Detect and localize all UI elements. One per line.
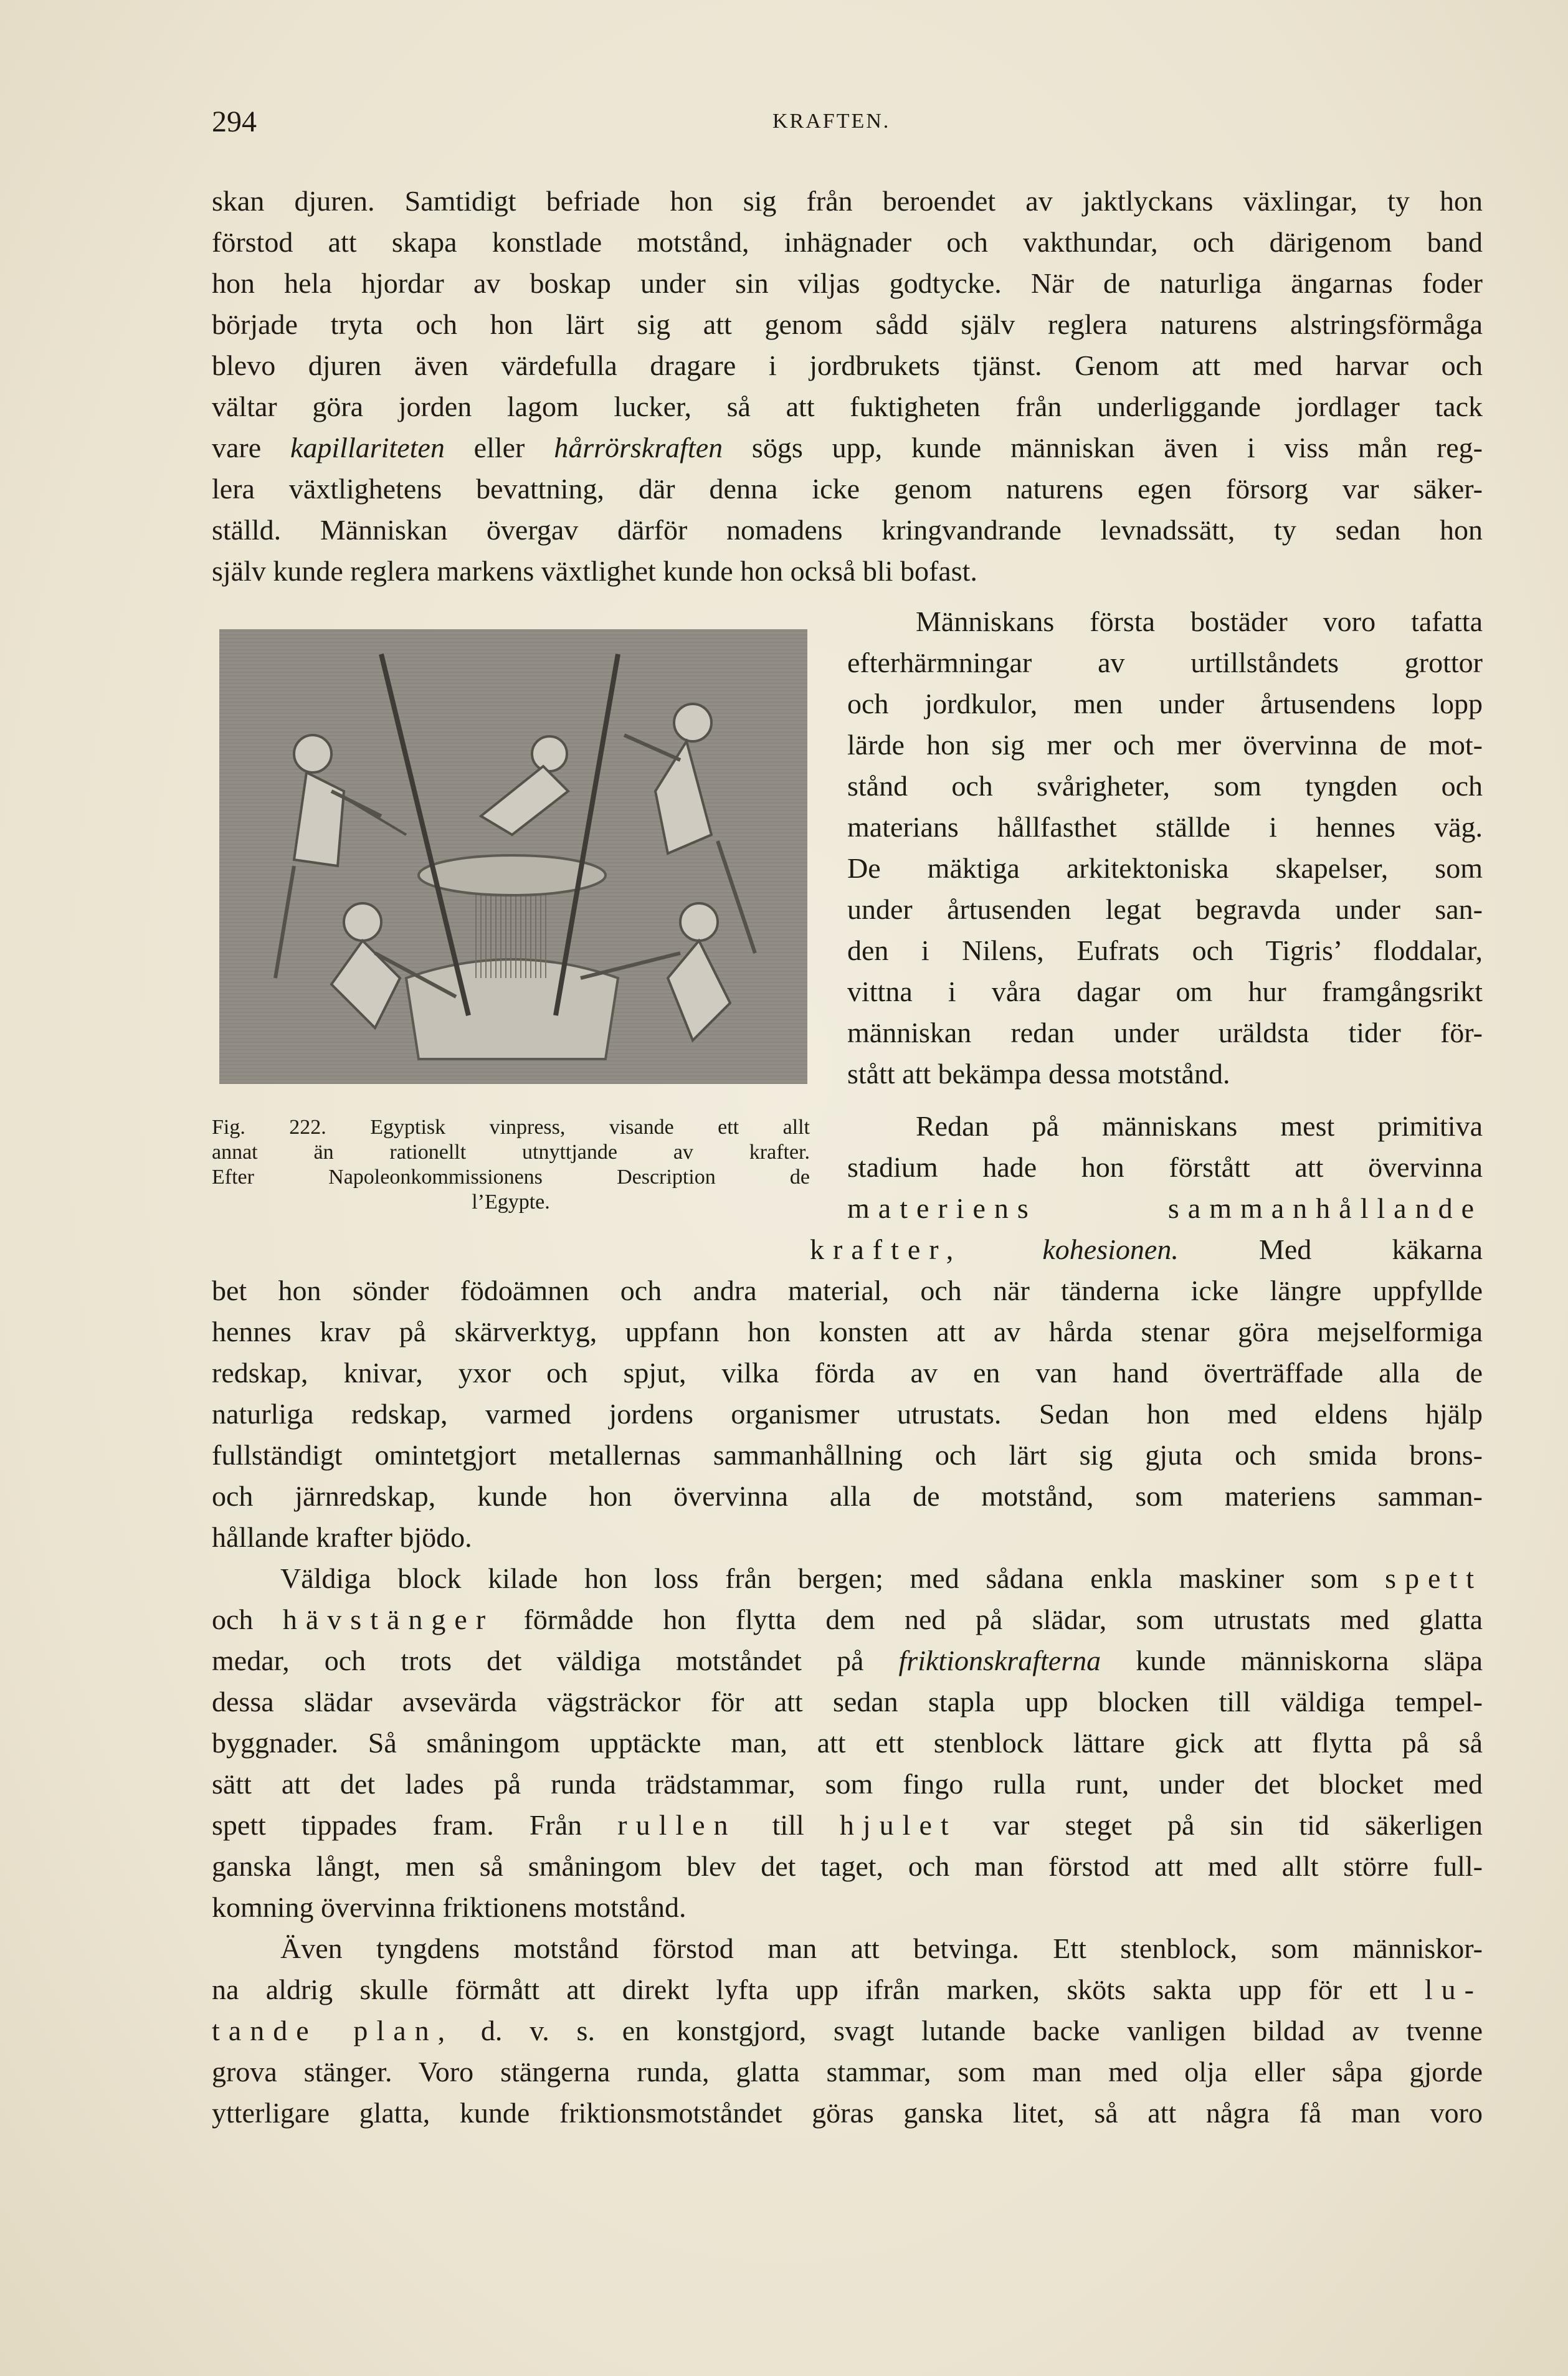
text-line: började tryta och hon lärt sig att genom sådd själv reglera naturens alstringsförmåga — [212, 308, 1483, 340]
italic-term: kohesionen. — [1042, 1233, 1179, 1265]
text-line: stånd och svårigheter, som tyngden och — [847, 770, 1483, 802]
text-line: ställd. Människan övergav därför nomadens kringvandrande levnadssätt, ty sedan hon — [212, 514, 1483, 546]
text-line: ganska långt, men så småningom blev det taget, och man förstod att med allt större full- — [212, 1850, 1483, 1882]
caption-line: annat än rationellt utnyttjande av krafter. — [212, 1141, 810, 1164]
text-line: förstod att skapa konstlade motstånd, inhägnader och vakthundar, och därigenom band — [212, 226, 1483, 258]
text-line: människan redan under uräldsta tider för- — [847, 1017, 1483, 1048]
spaced-term: spett — [1385, 1562, 1483, 1594]
text-line: na aldrig skulle förmått att direkt lyfta upp ifrån marken, sköts sakta upp för ett lu- — [212, 1974, 1483, 2005]
spaced-term: krafter, — [810, 1233, 962, 1265]
italic-term: hårrörskraften — [554, 432, 723, 463]
text-line: dessa slädar avsevärda vägsträckor för att sedan stapla upp blocken till väldiga tempel- — [212, 1686, 1483, 1718]
text-line: vittna i våra dagar om hur framgångsrikt — [847, 976, 1483, 1007]
text-line: lärde hon sig mer och mer övervinna de mot- — [847, 729, 1483, 761]
text-line: grova stänger. Voro stängerna runda, glatta stammar, som man med olja eller såpa gjorde — [212, 2056, 1483, 2088]
page-header — [212, 105, 1495, 148]
text-line: Människans första bostäder voro tafatta — [916, 606, 1483, 637]
text-line: komning övervinna friktionens motstånd. — [212, 1891, 687, 1923]
running-head: KRAFTEN. — [772, 110, 891, 133]
text-line: skan djuren. Samtidigt befriade hon sig från beroendet av jaktlyckans växlingar, ty hon — [212, 185, 1483, 217]
spaced-term: hävstänger — [282, 1604, 495, 1635]
text-line: den i Nilens, Eufrats och Tigris’ floddalar, — [847, 934, 1483, 966]
text-line: byggnader. Så småningom upptäckte man, att ett stenblock lättare gick att flytta på så — [212, 1727, 1483, 1759]
text-line: under årtusenden legat begravda under san- — [847, 893, 1483, 925]
text-line: materians hållfasthet ställde i hennes väg. — [847, 811, 1483, 843]
spaced-term: rullen — [617, 1809, 737, 1841]
spaced-term: lu- — [1424, 1974, 1483, 2005]
text-line: hållande krafter bjödo. — [212, 1521, 472, 1553]
text-line: lera växtlighetens bevattning, där denna icke genom naturens egen försorg var säker- — [212, 473, 1483, 505]
text-line: ytterligare glatta, kunde friktionsmotståndet göras ganska litet, så att några få man voro — [212, 2097, 1483, 2129]
caption-line: l’Egypte. — [472, 1190, 550, 1214]
text-line: och järnredskap, kunde hon övervinna alla de motstånd, som materiens samman- — [212, 1480, 1483, 1512]
text-line: stått att bekämpa dessa motstånd. — [847, 1058, 1230, 1090]
text-line: vare kapillariteten eller hårrörskraften sögs upp, kunde människan även i viss mån reg- — [212, 432, 1483, 463]
text-line: materiens sammanhållande — [847, 1192, 1483, 1224]
text-line: vältar göra jorden lagom lucker, så att fuktigheten från underliggande jordlager tack — [212, 391, 1483, 422]
text-line: krafter, kohesionen. Med käkarna — [810, 1233, 1483, 1265]
page-number: 294 — [212, 105, 257, 138]
italic-term: kapillariteten — [290, 432, 445, 463]
spaced-term: hjulet — [839, 1809, 957, 1841]
text-line: och jordkulor, men under årtusendens lopp — [847, 688, 1483, 720]
text-line: naturliga redskap, varmed jordens organismer utrustats. Sedan hon med eldens hjälp — [212, 1398, 1483, 1430]
text-line: redskap, knivar, yxor och spjut, vilka förda av en van hand överträffade alla de — [212, 1357, 1483, 1389]
text-line: och hävstänger förmådde hon flytta dem ned på slädar, som utrustats med glatta — [212, 1604, 1483, 1635]
caption-line: Fig. 222. Egyptisk vinpress, visande ett allt — [212, 1116, 810, 1139]
text-line: Även tyngdens motstånd förstod man att betvinga. Ett stenblock, som människor- — [280, 1932, 1483, 1964]
text-line: spett tippades fram. Från rullen till hjulet var steget på sin tid säkerligen — [212, 1809, 1483, 1841]
text-line: hon hela hjordar av boskap under sin viljas godtycke. När de naturliga ängarnas foder — [212, 267, 1483, 299]
text-line: själv kunde reglera markens växtlighet kunde hon också bli bofast. — [212, 555, 977, 587]
text-line: Väldiga block kilade hon loss från bergen; med sådana enkla maskiner som spett — [280, 1562, 1483, 1594]
text-line: De mäktiga arkitektoniska skapelser, som — [847, 852, 1483, 884]
figure-caption — [212, 1115, 810, 1215]
text-line: sätt att det lades på runda trädstammar, som fingo rulla runt, under det blocket med — [212, 1768, 1483, 1800]
text-line: stadium hade hon förstått att övervinna — [847, 1151, 1483, 1183]
figure-egyptian-wine-press — [219, 629, 807, 1084]
text-line: hennes krav på skärverktyg, uppfann hon konsten att av hårda stenar göra mejselformiga — [212, 1316, 1483, 1347]
spaced-term: tande plan, — [212, 2015, 454, 2046]
text-line: blevo djuren även värdefulla dragare i jordbrukets tjänst. Genom att med harvar och — [212, 349, 1483, 381]
text-line: fullständigt omintetgjort metallernas sammanhållning och lärt sig gjuta och smida brons- — [212, 1439, 1483, 1471]
text-line: bet hon sönder födoämnen och andra material, och när tänderna icke längre uppfyllde — [212, 1275, 1483, 1306]
italic-term: friktionskrafterna — [898, 1645, 1101, 1676]
text-line: Redan på människans mest primitiva — [916, 1110, 1483, 1142]
text-line: efterhärmningar av urtillståndets grottor — [847, 647, 1483, 678]
relief-illustration — [219, 629, 807, 1084]
caption-line: Efter Napoleonkommissionens Description de — [212, 1166, 810, 1189]
text-line: medar, och trots det väldiga motståndet på friktionskrafterna kunde människorna släpa — [212, 1645, 1483, 1676]
text-line: tande plan, d. v. s. en konstgjord, svagt lutande backe vanligen bildad av tvenne — [212, 2015, 1483, 2046]
